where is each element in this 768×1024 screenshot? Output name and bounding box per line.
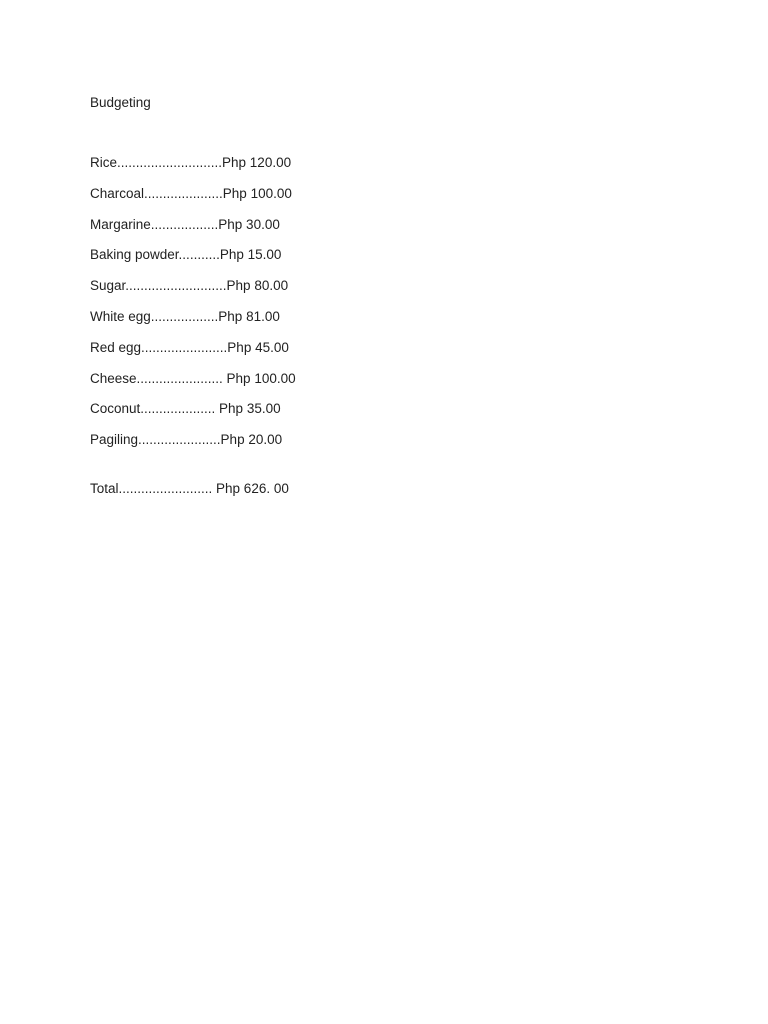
budget-line-white-egg: White egg..................Php 81.00 <box>90 308 280 324</box>
document-content <box>90 93 296 498</box>
budget-total: Total......................... Php 626. 00 <box>90 481 289 497</box>
budget-line-pagiling: Pagiling......................Php 20.00 <box>90 432 283 448</box>
budget-line-margarine: Margarine..................Php 30.00 <box>90 216 280 232</box>
budget-line-coconut: Coconut.................... Php 35.00 <box>90 401 281 417</box>
budget-line-sugar: Sugar...........................Php 80.00 <box>90 278 289 294</box>
budget-list <box>90 153 296 449</box>
budget-line-cheese: Cheese....................... Php 100.00 <box>90 370 296 386</box>
budget-line-rice: Rice............................Php 120.00 <box>90 155 292 170</box>
budget-line-charcoal: Charcoal.....................Php 100.00 <box>90 185 292 201</box>
budget-line-red-egg: Red egg.......................Php 45.00 <box>90 339 289 355</box>
document-title: Budgeting <box>90 95 151 110</box>
budget-line-baking-powder: Baking powder...........Php 15.00 <box>90 247 282 263</box>
